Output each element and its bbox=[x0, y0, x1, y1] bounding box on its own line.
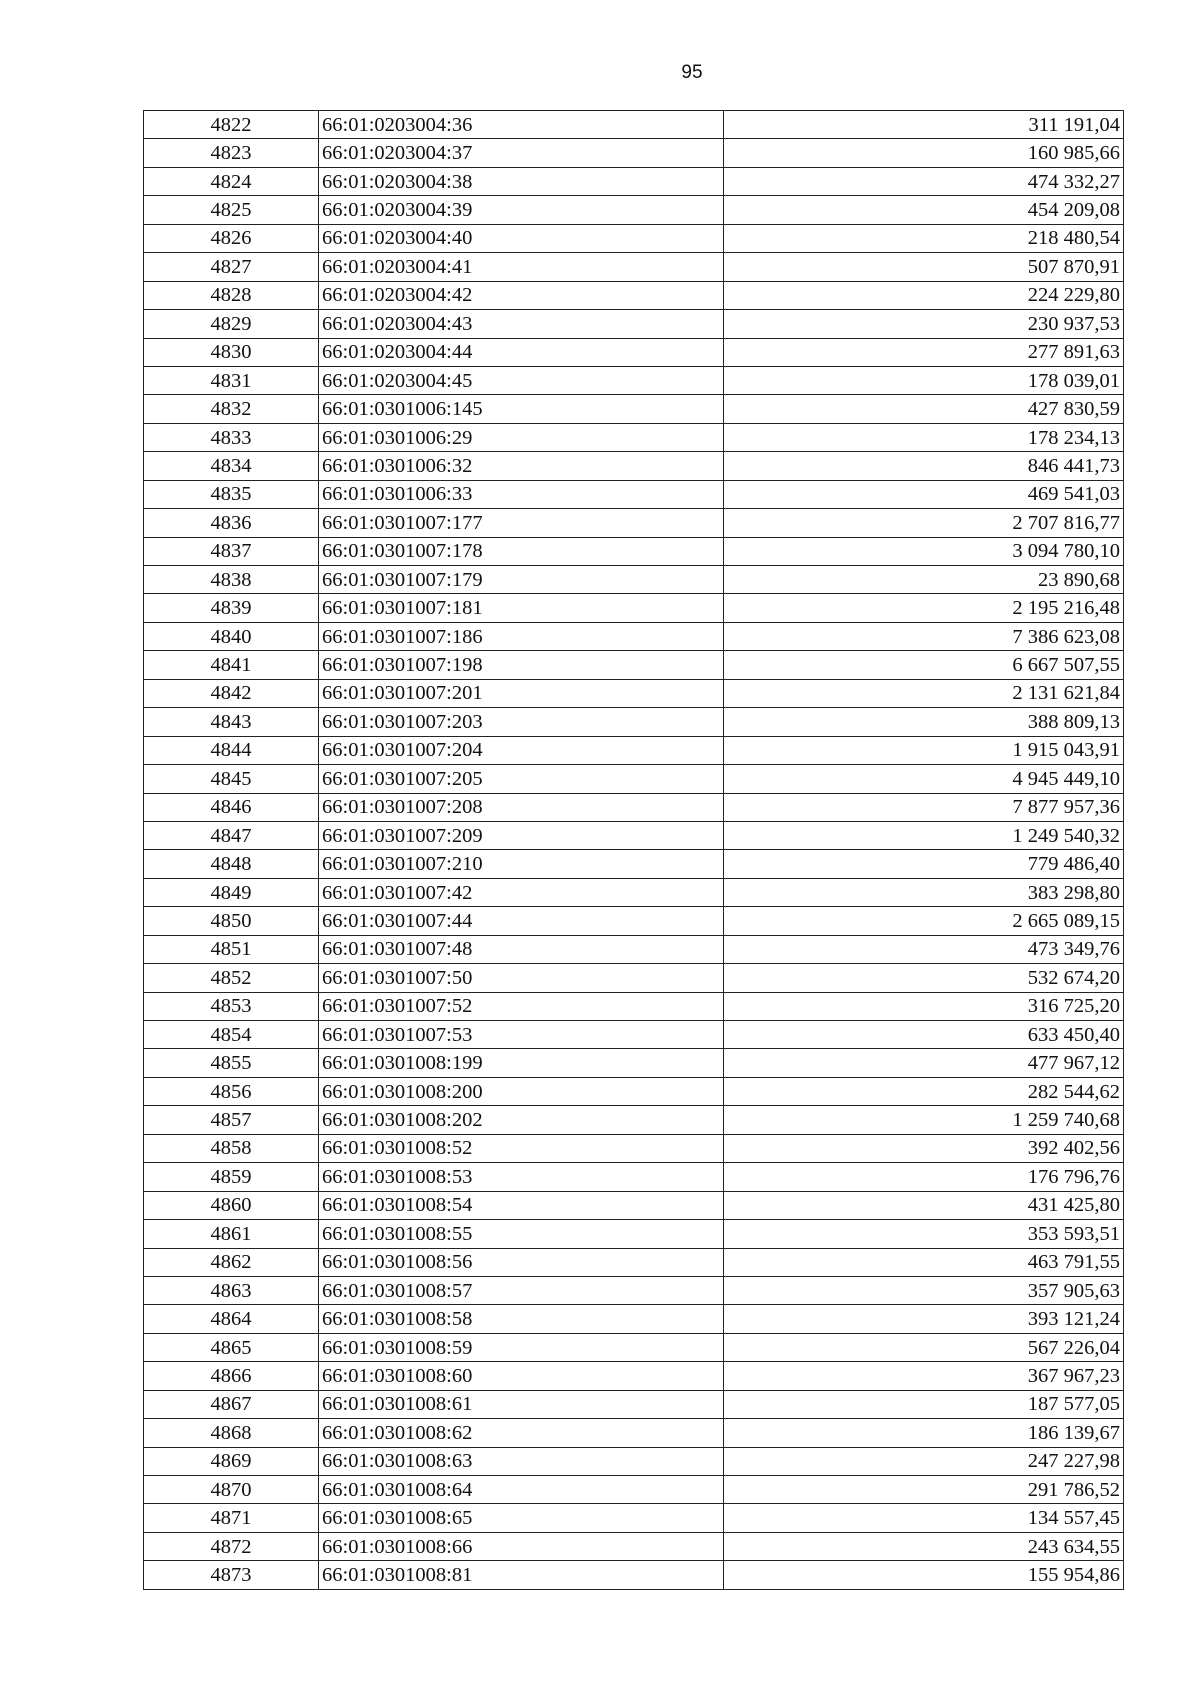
table-row bbox=[144, 139, 1124, 167]
table-row bbox=[144, 423, 1124, 451]
cadastral-number-cell: 66:01:0203004:37 bbox=[319, 139, 724, 167]
cadastral-number-cell: 66:01:0301007:177 bbox=[319, 509, 724, 537]
cadastral-value-cell: 178 234,13 bbox=[724, 423, 1124, 451]
row-number-cell: 4871 bbox=[144, 1504, 319, 1532]
table-row bbox=[144, 1163, 1124, 1191]
row-number-cell: 4833 bbox=[144, 423, 319, 451]
cadastral-value-cell: 388 809,13 bbox=[724, 708, 1124, 736]
cadastral-value-cell: 243 634,55 bbox=[724, 1532, 1124, 1560]
row-number-cell: 4828 bbox=[144, 281, 319, 309]
row-number-cell: 4865 bbox=[144, 1333, 319, 1361]
table-row bbox=[144, 1220, 1124, 1248]
table-row bbox=[144, 366, 1124, 394]
row-number-cell: 4855 bbox=[144, 1049, 319, 1077]
cadastral-number-cell: 66:01:0301008:56 bbox=[319, 1248, 724, 1276]
row-number-cell: 4862 bbox=[144, 1248, 319, 1276]
cadastral-value-cell: 2 665 089,15 bbox=[724, 907, 1124, 935]
table-row bbox=[144, 566, 1124, 594]
cadastral-value-cell: 230 937,53 bbox=[724, 310, 1124, 338]
row-number-cell: 4844 bbox=[144, 736, 319, 764]
table-row bbox=[144, 537, 1124, 565]
row-number-cell: 4872 bbox=[144, 1532, 319, 1560]
cadastral-number-cell: 66:01:0301008:55 bbox=[319, 1220, 724, 1248]
cadastral-value-cell: 383 298,80 bbox=[724, 878, 1124, 906]
cadastral-number-cell: 66:01:0301007:198 bbox=[319, 651, 724, 679]
cadastral-value-table bbox=[143, 110, 1124, 1590]
cadastral-number-cell: 66:01:0301007:186 bbox=[319, 622, 724, 650]
cadastral-number-cell: 66:01:0301007:52 bbox=[319, 992, 724, 1020]
table-row bbox=[144, 480, 1124, 508]
row-number-cell: 4858 bbox=[144, 1134, 319, 1162]
row-number-cell: 4856 bbox=[144, 1077, 319, 1105]
row-number-cell: 4838 bbox=[144, 566, 319, 594]
cadastral-number-cell: 66:01:0203004:42 bbox=[319, 281, 724, 309]
cadastral-number-cell: 66:01:0203004:44 bbox=[319, 338, 724, 366]
cadastral-number-cell: 66:01:0301008:53 bbox=[319, 1163, 724, 1191]
cadastral-number-cell: 66:01:0301008:59 bbox=[319, 1333, 724, 1361]
cadastral-number-cell: 66:01:0301008:58 bbox=[319, 1305, 724, 1333]
cadastral-number-cell: 66:01:0203004:43 bbox=[319, 310, 724, 338]
row-number-cell: 4841 bbox=[144, 651, 319, 679]
cadastral-number-cell: 66:01:0301008:202 bbox=[319, 1106, 724, 1134]
row-number-cell: 4861 bbox=[144, 1220, 319, 1248]
cadastral-value-cell: 7 386 623,08 bbox=[724, 622, 1124, 650]
table-row bbox=[144, 253, 1124, 281]
table-row bbox=[144, 992, 1124, 1020]
row-number-cell: 4849 bbox=[144, 878, 319, 906]
cadastral-number-cell: 66:01:0301008:52 bbox=[319, 1134, 724, 1162]
cadastral-value-cell: 474 332,27 bbox=[724, 167, 1124, 195]
cadastral-value-cell: 282 544,62 bbox=[724, 1077, 1124, 1105]
row-number-cell: 4860 bbox=[144, 1191, 319, 1219]
row-number-cell: 4831 bbox=[144, 366, 319, 394]
row-number-cell: 4869 bbox=[144, 1447, 319, 1475]
cadastral-number-cell: 66:01:0301007:53 bbox=[319, 1021, 724, 1049]
table-row bbox=[144, 452, 1124, 480]
table-row bbox=[144, 679, 1124, 707]
cadastral-number-cell: 66:01:0301007:208 bbox=[319, 793, 724, 821]
cadastral-value-cell: 532 674,20 bbox=[724, 964, 1124, 992]
row-number-cell: 4867 bbox=[144, 1390, 319, 1418]
table-row bbox=[144, 651, 1124, 679]
row-number-cell: 4852 bbox=[144, 964, 319, 992]
row-number-cell: 4837 bbox=[144, 537, 319, 565]
cadastral-number-cell: 66:01:0301008:60 bbox=[319, 1362, 724, 1390]
row-number-cell: 4825 bbox=[144, 196, 319, 224]
cadastral-value-cell: 469 541,03 bbox=[724, 480, 1124, 508]
row-number-cell: 4823 bbox=[144, 139, 319, 167]
table-row bbox=[144, 1419, 1124, 1447]
cadastral-value-cell: 779 486,40 bbox=[724, 850, 1124, 878]
page-number: 95 bbox=[681, 62, 703, 83]
cadastral-value-cell: 178 039,01 bbox=[724, 366, 1124, 394]
table-row bbox=[144, 1106, 1124, 1134]
cadastral-value-cell: 247 227,98 bbox=[724, 1447, 1124, 1475]
row-number-cell: 4866 bbox=[144, 1362, 319, 1390]
table-row bbox=[144, 310, 1124, 338]
cadastral-value-cell: 567 226,04 bbox=[724, 1333, 1124, 1361]
cadastral-value-cell: 427 830,59 bbox=[724, 395, 1124, 423]
row-number-cell: 4843 bbox=[144, 708, 319, 736]
cadastral-number-cell: 66:01:0301007:181 bbox=[319, 594, 724, 622]
cadastral-value-cell: 2 195 216,48 bbox=[724, 594, 1124, 622]
cadastral-value-cell: 507 870,91 bbox=[724, 253, 1124, 281]
cadastral-number-cell: 66:01:0203004:38 bbox=[319, 167, 724, 195]
row-number-cell: 4839 bbox=[144, 594, 319, 622]
cadastral-value-cell: 176 796,76 bbox=[724, 1163, 1124, 1191]
cadastral-value-cell: 431 425,80 bbox=[724, 1191, 1124, 1219]
table-row bbox=[144, 793, 1124, 821]
row-number-cell: 4822 bbox=[144, 111, 319, 139]
row-number-cell: 4854 bbox=[144, 1021, 319, 1049]
cadastral-number-cell: 66:01:0301007:203 bbox=[319, 708, 724, 736]
table-row bbox=[144, 821, 1124, 849]
cadastral-number-cell: 66:01:0301008:65 bbox=[319, 1504, 724, 1532]
cadastral-value-cell: 477 967,12 bbox=[724, 1049, 1124, 1077]
cadastral-number-cell: 66:01:0301007:44 bbox=[319, 907, 724, 935]
cadastral-value-cell: 134 557,45 bbox=[724, 1504, 1124, 1532]
row-number-cell: 4840 bbox=[144, 622, 319, 650]
table-row bbox=[144, 1476, 1124, 1504]
cadastral-number-cell: 66:01:0301008:66 bbox=[319, 1532, 724, 1560]
cadastral-number-cell: 66:01:0301008:57 bbox=[319, 1276, 724, 1304]
table-row bbox=[144, 281, 1124, 309]
table-row bbox=[144, 338, 1124, 366]
table-row bbox=[144, 1134, 1124, 1162]
cadastral-value-cell: 311 191,04 bbox=[724, 111, 1124, 139]
table-row bbox=[144, 1276, 1124, 1304]
table-row bbox=[144, 765, 1124, 793]
cadastral-value-cell: 463 791,55 bbox=[724, 1248, 1124, 1276]
table-row bbox=[144, 1532, 1124, 1560]
cadastral-number-cell: 66:01:0301007:42 bbox=[319, 878, 724, 906]
row-number-cell: 4873 bbox=[144, 1561, 319, 1589]
cadastral-value-cell: 277 891,63 bbox=[724, 338, 1124, 366]
table-row bbox=[144, 111, 1124, 139]
cadastral-value-cell: 155 954,86 bbox=[724, 1561, 1124, 1589]
cadastral-number-cell: 66:01:0301008:81 bbox=[319, 1561, 724, 1589]
cadastral-value-cell: 3 094 780,10 bbox=[724, 537, 1124, 565]
table-row bbox=[144, 850, 1124, 878]
row-number-cell: 4848 bbox=[144, 850, 319, 878]
table-row bbox=[144, 736, 1124, 764]
table-row bbox=[144, 594, 1124, 622]
table-row bbox=[144, 167, 1124, 195]
row-number-cell: 4859 bbox=[144, 1163, 319, 1191]
table-row bbox=[144, 1077, 1124, 1105]
cadastral-number-cell: 66:01:0203004:36 bbox=[319, 111, 724, 139]
row-number-cell: 4853 bbox=[144, 992, 319, 1020]
table-row bbox=[144, 907, 1124, 935]
table-row bbox=[144, 1333, 1124, 1361]
cadastral-value-cell: 4 945 449,10 bbox=[724, 765, 1124, 793]
table-row bbox=[144, 622, 1124, 650]
table-row bbox=[144, 878, 1124, 906]
cadastral-value-cell: 392 402,56 bbox=[724, 1134, 1124, 1162]
row-number-cell: 4863 bbox=[144, 1276, 319, 1304]
row-number-cell: 4857 bbox=[144, 1106, 319, 1134]
table-row bbox=[144, 935, 1124, 963]
row-number-cell: 4832 bbox=[144, 395, 319, 423]
cadastral-number-cell: 66:01:0301006:33 bbox=[319, 480, 724, 508]
cadastral-number-cell: 66:01:0203004:39 bbox=[319, 196, 724, 224]
cadastral-value-cell: 454 209,08 bbox=[724, 196, 1124, 224]
cadastral-value-cell: 1 915 043,91 bbox=[724, 736, 1124, 764]
cadastral-value-cell: 186 139,67 bbox=[724, 1419, 1124, 1447]
cadastral-number-cell: 66:01:0301007:204 bbox=[319, 736, 724, 764]
table-row bbox=[144, 1049, 1124, 1077]
cadastral-number-cell: 66:01:0203004:40 bbox=[319, 224, 724, 252]
cadastral-number-cell: 66:01:0301007:48 bbox=[319, 935, 724, 963]
table-row bbox=[144, 1305, 1124, 1333]
table-row bbox=[144, 708, 1124, 736]
row-number-cell: 4826 bbox=[144, 224, 319, 252]
cadastral-number-cell: 66:01:0301007:209 bbox=[319, 821, 724, 849]
row-number-cell: 4870 bbox=[144, 1476, 319, 1504]
table-row bbox=[144, 224, 1124, 252]
table-row bbox=[144, 1390, 1124, 1418]
cadastral-value-cell: 367 967,23 bbox=[724, 1362, 1124, 1390]
cadastral-number-cell: 66:01:0301008:199 bbox=[319, 1049, 724, 1077]
cadastral-number-cell: 66:01:0301007:178 bbox=[319, 537, 724, 565]
row-number-cell: 4824 bbox=[144, 167, 319, 195]
cadastral-value-cell: 846 441,73 bbox=[724, 452, 1124, 480]
row-number-cell: 4868 bbox=[144, 1419, 319, 1447]
cadastral-number-cell: 66:01:0301008:54 bbox=[319, 1191, 724, 1219]
row-number-cell: 4845 bbox=[144, 765, 319, 793]
cadastral-value-cell: 633 450,40 bbox=[724, 1021, 1124, 1049]
cadastral-value-cell: 316 725,20 bbox=[724, 992, 1124, 1020]
cadastral-value-cell: 291 786,52 bbox=[724, 1476, 1124, 1504]
cadastral-number-cell: 66:01:0301007:201 bbox=[319, 679, 724, 707]
row-number-cell: 4836 bbox=[144, 509, 319, 537]
table-row bbox=[144, 509, 1124, 537]
cadastral-number-cell: 66:01:0301008:61 bbox=[319, 1390, 724, 1418]
cadastral-value-cell: 357 905,63 bbox=[724, 1276, 1124, 1304]
cadastral-value-cell: 160 985,66 bbox=[724, 139, 1124, 167]
cadastral-number-cell: 66:01:0301006:32 bbox=[319, 452, 724, 480]
cadastral-value-cell: 23 890,68 bbox=[724, 566, 1124, 594]
row-number-cell: 4829 bbox=[144, 310, 319, 338]
row-number-cell: 4850 bbox=[144, 907, 319, 935]
cadastral-value-cell: 1 259 740,68 bbox=[724, 1106, 1124, 1134]
cadastral-number-cell: 66:01:0301006:29 bbox=[319, 423, 724, 451]
table-row bbox=[144, 1248, 1124, 1276]
cadastral-value-cell: 393 121,24 bbox=[724, 1305, 1124, 1333]
cadastral-number-cell: 66:01:0301006:145 bbox=[319, 395, 724, 423]
row-number-cell: 4851 bbox=[144, 935, 319, 963]
cadastral-number-cell: 66:01:0301008:62 bbox=[319, 1419, 724, 1447]
row-number-cell: 4827 bbox=[144, 253, 319, 281]
cadastral-number-cell: 66:01:0203004:45 bbox=[319, 366, 724, 394]
table-row bbox=[144, 196, 1124, 224]
cadastral-value-cell: 218 480,54 bbox=[724, 224, 1124, 252]
cadastral-value-cell: 187 577,05 bbox=[724, 1390, 1124, 1418]
row-number-cell: 4864 bbox=[144, 1305, 319, 1333]
row-number-cell: 4835 bbox=[144, 480, 319, 508]
cadastral-value-cell: 2 707 816,77 bbox=[724, 509, 1124, 537]
cadastral-value-cell: 473 349,76 bbox=[724, 935, 1124, 963]
row-number-cell: 4842 bbox=[144, 679, 319, 707]
cadastral-number-cell: 66:01:0301007:210 bbox=[319, 850, 724, 878]
cadastral-number-cell: 66:01:0301007:205 bbox=[319, 765, 724, 793]
cadastral-value-cell: 7 877 957,36 bbox=[724, 793, 1124, 821]
row-number-cell: 4834 bbox=[144, 452, 319, 480]
cadastral-number-cell: 66:01:0301008:64 bbox=[319, 1476, 724, 1504]
table-row bbox=[144, 964, 1124, 992]
cadastral-value-cell: 353 593,51 bbox=[724, 1220, 1124, 1248]
table-row bbox=[144, 1561, 1124, 1589]
table-row bbox=[144, 1191, 1124, 1219]
row-number-cell: 4846 bbox=[144, 793, 319, 821]
cadastral-value-cell: 224 229,80 bbox=[724, 281, 1124, 309]
cadastral-number-cell: 66:01:0301008:63 bbox=[319, 1447, 724, 1475]
table-row bbox=[144, 1021, 1124, 1049]
cadastral-value-cell: 1 249 540,32 bbox=[724, 821, 1124, 849]
cadastral-number-cell: 66:01:0301008:200 bbox=[319, 1077, 724, 1105]
cadastral-number-cell: 66:01:0301007:179 bbox=[319, 566, 724, 594]
cadastral-number-cell: 66:01:0203004:41 bbox=[319, 253, 724, 281]
table-row bbox=[144, 1504, 1124, 1532]
table-row bbox=[144, 1362, 1124, 1390]
cadastral-number-cell: 66:01:0301007:50 bbox=[319, 964, 724, 992]
table-row bbox=[144, 395, 1124, 423]
row-number-cell: 4847 bbox=[144, 821, 319, 849]
table-row bbox=[144, 1447, 1124, 1475]
cadastral-value-cell: 6 667 507,55 bbox=[724, 651, 1124, 679]
table-body bbox=[144, 111, 1124, 1590]
cadastral-value-cell: 2 131 621,84 bbox=[724, 679, 1124, 707]
row-number-cell: 4830 bbox=[144, 338, 319, 366]
